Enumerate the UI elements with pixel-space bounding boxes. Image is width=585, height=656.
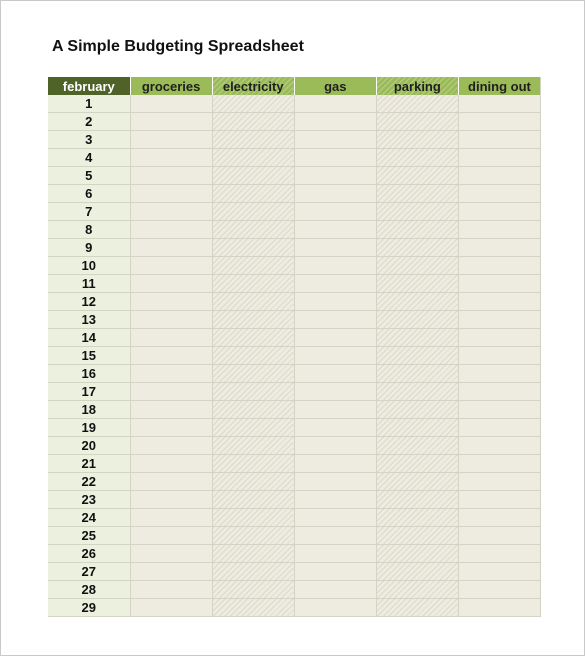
groceries-cell[interactable] [130, 365, 212, 383]
table-row [48, 401, 541, 419]
table-row [48, 527, 541, 545]
parking-cell[interactable] [376, 131, 458, 149]
gas-cell[interactable] [294, 581, 376, 599]
table-row [48, 257, 541, 275]
day-number-cell[interactable]: 11 [48, 275, 130, 293]
gas-cell[interactable] [294, 419, 376, 437]
day-number-cell[interactable]: 14 [48, 329, 130, 347]
dining-out-cell[interactable] [458, 113, 540, 131]
dining-out-cell[interactable] [458, 293, 540, 311]
dining-out-cell[interactable] [458, 455, 540, 473]
gas-cell[interactable] [294, 149, 376, 167]
dining-out-cell[interactable] [458, 365, 540, 383]
electricity-cell[interactable] [212, 113, 294, 131]
electricity-cell[interactable] [212, 563, 294, 581]
gas-cell[interactable] [294, 491, 376, 509]
groceries-cell[interactable] [130, 509, 212, 527]
groceries-cell[interactable] [130, 221, 212, 239]
day-number-cell[interactable]: 4 [48, 149, 130, 167]
groceries-cell[interactable] [130, 401, 212, 419]
dining-out-cell[interactable] [458, 95, 540, 113]
day-number-cell[interactable]: 26 [48, 545, 130, 563]
electricity-cell[interactable] [212, 167, 294, 185]
parking-cell[interactable] [376, 347, 458, 365]
day-number-cell[interactable]: 27 [48, 563, 130, 581]
day-number-cell[interactable]: 8 [48, 221, 130, 239]
table-row [48, 131, 541, 149]
dining-out-cell[interactable] [458, 563, 540, 581]
electricity-cell[interactable] [212, 239, 294, 257]
parking-cell[interactable] [376, 95, 458, 113]
electricity-cell[interactable] [212, 95, 294, 113]
dining-out-cell[interactable] [458, 329, 540, 347]
electricity-cell[interactable] [212, 131, 294, 149]
groceries-cell[interactable] [130, 473, 212, 491]
table-row [48, 419, 541, 437]
column-header-month[interactable]: february [48, 77, 130, 95]
parking-cell[interactable] [376, 437, 458, 455]
day-number-cell[interactable]: 19 [48, 419, 130, 437]
day-number-cell[interactable]: 1 [48, 95, 130, 113]
groceries-cell[interactable] [130, 347, 212, 365]
table-row [48, 167, 541, 185]
groceries-cell[interactable] [130, 563, 212, 581]
gas-cell[interactable] [294, 167, 376, 185]
groceries-cell[interactable] [130, 257, 212, 275]
dining-out-cell[interactable] [458, 473, 540, 491]
electricity-cell[interactable] [212, 383, 294, 401]
groceries-cell[interactable] [130, 113, 212, 131]
groceries-cell[interactable] [130, 239, 212, 257]
table-row [48, 329, 541, 347]
parking-cell[interactable] [376, 383, 458, 401]
dining-out-cell[interactable] [458, 311, 540, 329]
dining-out-cell[interactable] [458, 545, 540, 563]
electricity-cell[interactable] [212, 545, 294, 563]
dining-out-cell[interactable] [458, 275, 540, 293]
day-number-cell[interactable]: 22 [48, 473, 130, 491]
gas-cell[interactable] [294, 599, 376, 617]
groceries-cell[interactable] [130, 455, 212, 473]
dining-out-cell[interactable] [458, 437, 540, 455]
groceries-cell[interactable] [130, 293, 212, 311]
parking-cell[interactable] [376, 203, 458, 221]
dining-out-cell[interactable] [458, 599, 540, 617]
column-header-parking[interactable]: parking [376, 77, 458, 95]
day-number-cell[interactable]: 23 [48, 491, 130, 509]
gas-cell[interactable] [294, 473, 376, 491]
electricity-cell[interactable] [212, 419, 294, 437]
parking-cell[interactable] [376, 563, 458, 581]
table-row [48, 185, 541, 203]
dining-out-cell[interactable] [458, 419, 540, 437]
table-row [48, 95, 541, 113]
electricity-cell[interactable] [212, 401, 294, 419]
electricity-cell[interactable] [212, 437, 294, 455]
dining-out-cell[interactable] [458, 491, 540, 509]
parking-cell[interactable] [376, 599, 458, 617]
table-row [48, 365, 541, 383]
day-number-cell[interactable]: 17 [48, 383, 130, 401]
parking-cell[interactable] [376, 275, 458, 293]
table-row [48, 581, 541, 599]
groceries-cell[interactable] [130, 149, 212, 167]
table-row [48, 113, 541, 131]
electricity-cell[interactable] [212, 599, 294, 617]
table-row [48, 545, 541, 563]
electricity-cell[interactable] [212, 491, 294, 509]
parking-cell[interactable] [376, 329, 458, 347]
groceries-cell[interactable] [130, 545, 212, 563]
groceries-cell[interactable] [130, 95, 212, 113]
gas-cell[interactable] [294, 95, 376, 113]
parking-cell[interactable] [376, 473, 458, 491]
column-header-gas[interactable]: gas [294, 77, 376, 95]
table-row [48, 599, 541, 617]
table-row [48, 347, 541, 365]
gas-cell[interactable] [294, 455, 376, 473]
day-number-cell[interactable]: 25 [48, 527, 130, 545]
day-number-cell[interactable]: 16 [48, 365, 130, 383]
day-number-cell[interactable]: 5 [48, 167, 130, 185]
dining-out-cell[interactable] [458, 149, 540, 167]
parking-cell[interactable] [376, 527, 458, 545]
column-header-groceries[interactable]: groceries [130, 77, 212, 95]
day-number-cell[interactable]: 2 [48, 113, 130, 131]
groceries-cell[interactable] [130, 419, 212, 437]
parking-cell[interactable] [376, 491, 458, 509]
dining-out-cell[interactable] [458, 257, 540, 275]
groceries-cell[interactable] [130, 167, 212, 185]
parking-cell[interactable] [376, 113, 458, 131]
day-number-cell[interactable]: 10 [48, 257, 130, 275]
dining-out-cell[interactable] [458, 239, 540, 257]
column-header-dining-out[interactable]: dining out [458, 77, 540, 95]
table-row [48, 293, 541, 311]
parking-cell[interactable] [376, 167, 458, 185]
table-row [48, 221, 541, 239]
table-row [48, 275, 541, 293]
gas-cell[interactable] [294, 545, 376, 563]
electricity-cell[interactable] [212, 257, 294, 275]
electricity-cell[interactable] [212, 203, 294, 221]
dining-out-cell[interactable] [458, 185, 540, 203]
electricity-cell[interactable] [212, 221, 294, 239]
electricity-cell[interactable] [212, 527, 294, 545]
electricity-cell[interactable] [212, 581, 294, 599]
budget-table [48, 77, 541, 617]
gas-cell[interactable] [294, 131, 376, 149]
gas-cell[interactable] [294, 383, 376, 401]
gas-cell[interactable] [294, 113, 376, 131]
dining-out-cell[interactable] [458, 527, 540, 545]
dining-out-cell[interactable] [458, 383, 540, 401]
groceries-cell[interactable] [130, 599, 212, 617]
day-number-cell[interactable]: 21 [48, 455, 130, 473]
electricity-cell[interactable] [212, 293, 294, 311]
gas-cell[interactable] [294, 275, 376, 293]
day-number-cell[interactable]: 15 [48, 347, 130, 365]
parking-cell[interactable] [376, 293, 458, 311]
groceries-cell[interactable] [130, 131, 212, 149]
parking-cell[interactable] [376, 239, 458, 257]
dining-out-cell[interactable] [458, 167, 540, 185]
electricity-cell[interactable] [212, 275, 294, 293]
column-header-electricity[interactable]: electricity [212, 77, 294, 95]
table-row [48, 455, 541, 473]
gas-cell[interactable] [294, 365, 376, 383]
groceries-cell[interactable] [130, 311, 212, 329]
electricity-cell[interactable] [212, 455, 294, 473]
day-number-cell[interactable]: 13 [48, 311, 130, 329]
electricity-cell[interactable] [212, 509, 294, 527]
day-number-cell[interactable]: 7 [48, 203, 130, 221]
table-row [48, 203, 541, 221]
dining-out-cell[interactable] [458, 221, 540, 239]
dining-out-cell[interactable] [458, 131, 540, 149]
day-number-cell[interactable]: 20 [48, 437, 130, 455]
electricity-cell[interactable] [212, 149, 294, 167]
day-number-cell[interactable]: 18 [48, 401, 130, 419]
gas-cell[interactable] [294, 185, 376, 203]
day-number-cell[interactable]: 6 [48, 185, 130, 203]
parking-cell[interactable] [376, 221, 458, 239]
gas-cell[interactable] [294, 293, 376, 311]
gas-cell[interactable] [294, 203, 376, 221]
groceries-cell[interactable] [130, 203, 212, 221]
dining-out-cell[interactable] [458, 203, 540, 221]
page-title: A Simple Budgeting Spreadsheet [52, 38, 304, 55]
dining-out-cell[interactable] [458, 401, 540, 419]
table-row [48, 509, 541, 527]
electricity-cell[interactable] [212, 311, 294, 329]
parking-cell[interactable] [376, 455, 458, 473]
table-row [48, 491, 541, 509]
electricity-cell[interactable] [212, 365, 294, 383]
groceries-cell[interactable] [130, 527, 212, 545]
groceries-cell[interactable] [130, 383, 212, 401]
gas-cell[interactable] [294, 347, 376, 365]
gas-cell[interactable] [294, 239, 376, 257]
day-number-cell[interactable]: 12 [48, 293, 130, 311]
parking-cell[interactable] [376, 401, 458, 419]
day-number-cell[interactable]: 28 [48, 581, 130, 599]
dining-out-cell[interactable] [458, 347, 540, 365]
gas-cell[interactable] [294, 329, 376, 347]
gas-cell[interactable] [294, 401, 376, 419]
table-row [48, 311, 541, 329]
table-row [48, 383, 541, 401]
parking-cell[interactable] [376, 419, 458, 437]
electricity-cell[interactable] [212, 347, 294, 365]
table-row [48, 473, 541, 491]
parking-cell[interactable] [376, 311, 458, 329]
electricity-cell[interactable] [212, 329, 294, 347]
groceries-cell[interactable] [130, 491, 212, 509]
parking-cell[interactable] [376, 257, 458, 275]
day-number-cell[interactable]: 3 [48, 131, 130, 149]
gas-cell[interactable] [294, 311, 376, 329]
table-row [48, 563, 541, 581]
dining-out-cell[interactable] [458, 581, 540, 599]
header-row [48, 77, 541, 95]
groceries-cell[interactable] [130, 329, 212, 347]
gas-cell[interactable] [294, 257, 376, 275]
gas-cell[interactable] [294, 437, 376, 455]
parking-cell[interactable] [376, 185, 458, 203]
parking-cell[interactable] [376, 509, 458, 527]
parking-cell[interactable] [376, 149, 458, 167]
day-number-cell[interactable]: 9 [48, 239, 130, 257]
table-row [48, 437, 541, 455]
gas-cell[interactable] [294, 563, 376, 581]
day-number-cell[interactable]: 29 [48, 599, 130, 617]
electricity-cell[interactable] [212, 185, 294, 203]
parking-cell[interactable] [376, 581, 458, 599]
dining-out-cell[interactable] [458, 509, 540, 527]
day-number-cell[interactable]: 24 [48, 509, 130, 527]
groceries-cell[interactable] [130, 581, 212, 599]
gas-cell[interactable] [294, 509, 376, 527]
groceries-cell[interactable] [130, 185, 212, 203]
parking-cell[interactable] [376, 545, 458, 563]
gas-cell[interactable] [294, 221, 376, 239]
gas-cell[interactable] [294, 527, 376, 545]
table-row [48, 239, 541, 257]
electricity-cell[interactable] [212, 473, 294, 491]
parking-cell[interactable] [376, 365, 458, 383]
table-row [48, 149, 541, 167]
groceries-cell[interactable] [130, 437, 212, 455]
groceries-cell[interactable] [130, 275, 212, 293]
